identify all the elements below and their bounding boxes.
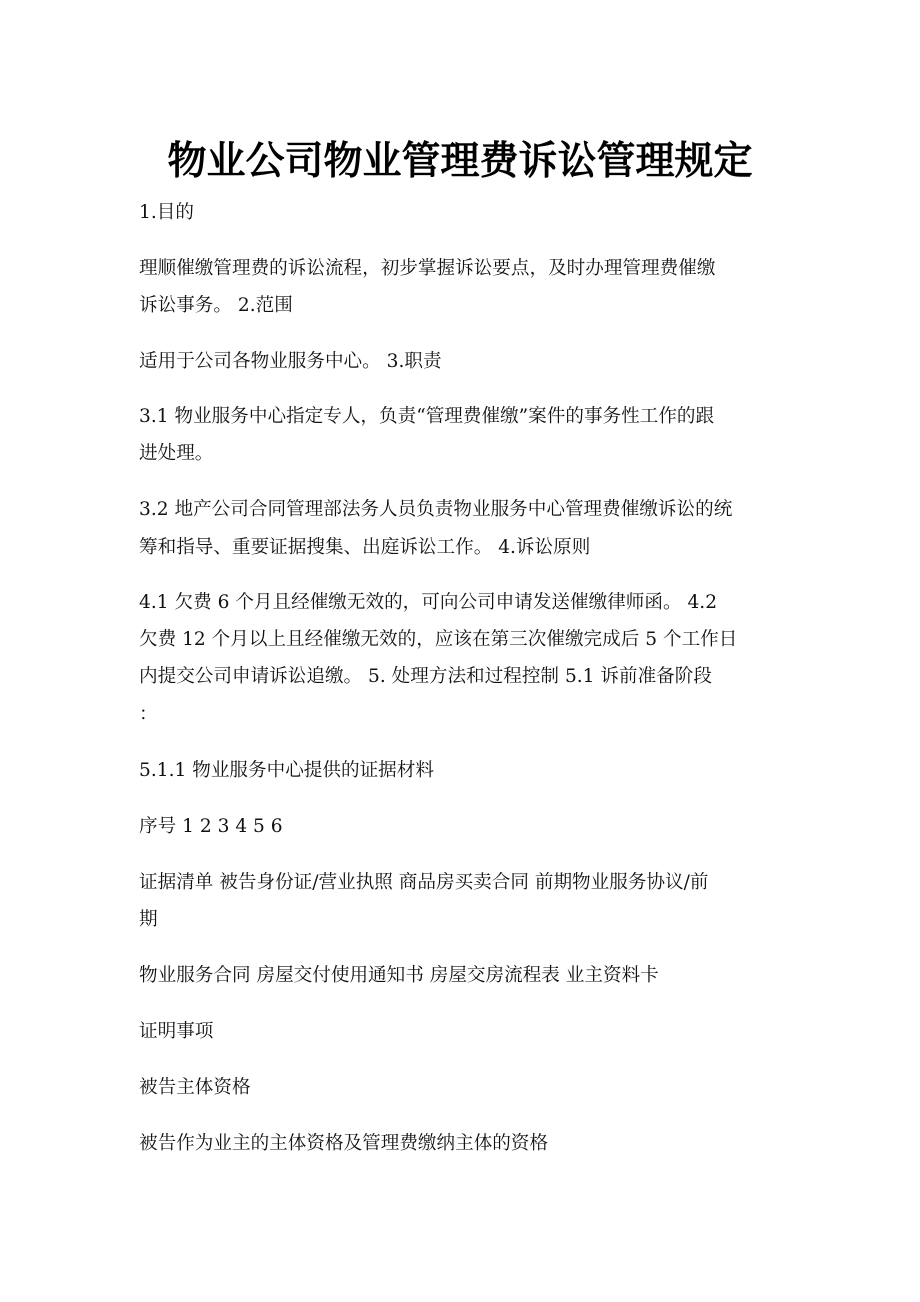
purpose-paragraph-line: 理顺催缴管理费的诉讼流程，初步掌握诉讼要点，及时办理管理费催缴 <box>139 258 716 279</box>
document-title: 物业公司物业管理费诉讼管理规定 <box>167 139 753 185</box>
purpose-paragraph-line: 诉讼事务。 2.范围 <box>139 295 293 316</box>
duty-3-2-paragraph-line: 3.2 地产公司合同管理部法务人员负责物业服务中心管理费催缴诉讼的统 <box>139 499 733 520</box>
duty-3-1-paragraph-line: 进处理。 <box>139 443 214 464</box>
serial-number-row: 序号 1 2 3 4 5 6 <box>139 816 283 837</box>
scope-paragraph-line: 适用于公司各物业服务中心。 3.职责 <box>139 351 442 372</box>
proof-items-heading: 证明事项 <box>139 1021 214 1042</box>
evidence-list-line: 期 <box>139 909 158 930</box>
evidence-list-line: 物业服务合同 房屋交付使用通知书 房屋交房流程表 业主资料卡 <box>139 965 659 986</box>
principle-paragraph-line: 内提交公司申请诉讼追缴。 5. 处理方法和过程控制 5.1 诉前准备阶段 <box>139 666 712 687</box>
principle-paragraph-line: ： <box>139 704 158 725</box>
duty-3-2-paragraph-line: 筹和指导、重要证据搜集、出庭诉讼工作。 4.诉讼原则 <box>139 537 591 558</box>
proof-item: 被告作为业主的主体资格及管理费缴纳主体的资格 <box>139 1133 549 1154</box>
section-1-heading: 1.目的 <box>139 202 194 223</box>
principle-paragraph-line: 欠费 12 个月以上且经催缴无效的，应该在第三次催缴完成后 5 个工作日 <box>139 629 738 650</box>
principle-paragraph-line: 4.1 欠费 6 个月且经催缴无效的，可向公司申请发送催缴律师函。 4.2 <box>139 592 718 613</box>
evidence-list-line: 证据清单 被告身份证/营业执照 商品房买卖合同 前期物业服务协议/前 <box>139 872 709 893</box>
duty-3-1-paragraph-line: 3.1 物业服务中心指定专人，负责“管理费催缴”案件的事务性工作的跟 <box>139 406 715 427</box>
section-5-1-1-heading: 5.1.1 物业服务中心提供的证据材料 <box>139 760 434 781</box>
proof-item: 被告主体资格 <box>139 1077 251 1098</box>
